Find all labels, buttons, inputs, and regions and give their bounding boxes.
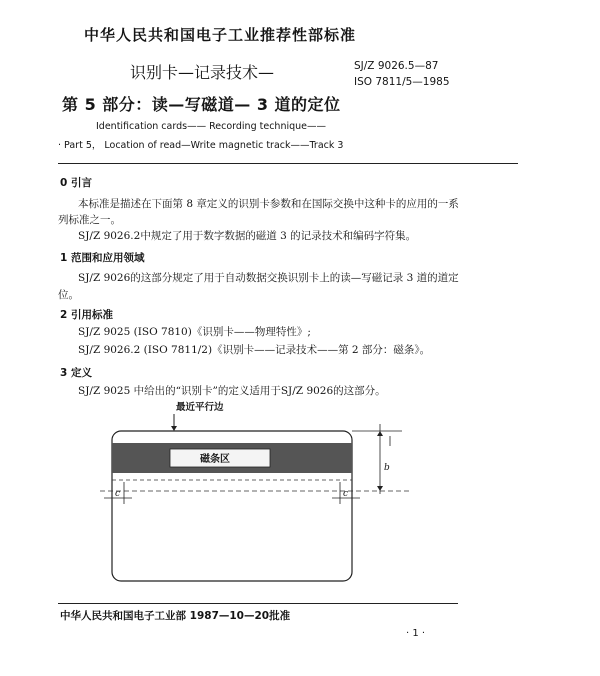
title-en-line2: · Part 5， Location of read—Write magnetic track——Track 3	[58, 140, 344, 151]
page-number: · 1 ·	[406, 628, 426, 639]
publisher-header: 中华人民共和国电子工业推荐性部标准	[84, 26, 357, 44]
reference-1: SJ/Z 9025 (ISO 7810)《识别卡——物理特性》;	[78, 326, 311, 338]
leader-arrow	[171, 426, 177, 431]
section-2-heading: 2 引用标准	[60, 309, 113, 321]
section-0-heading: 0 引言	[60, 177, 92, 189]
approval-line: 中华人民共和国电子工业部 1987—10—20批准	[60, 610, 291, 622]
title-en-line1: Identification cards—— Recording technique——	[96, 121, 326, 132]
reference-2: SJ/Z 9026.2 (ISO 7811/2)《识别卡——记录技术——第 2 部分：磁条》。	[78, 344, 431, 356]
header-divider	[58, 163, 518, 164]
dim-b-arrow-top	[377, 431, 383, 436]
section-0-para1-line2: 列标准之一。	[58, 214, 121, 226]
section-0-para1-line1: 本标准是描述在下面第 8 章定义的识别卡参数和在国际交换中这种卡的应用的一系	[78, 198, 459, 210]
title-cn-line2: 第 5 部分：读—写磁道— 3 道的定位	[62, 95, 341, 114]
title-cn-line1: 识别卡—记录技术—	[130, 63, 275, 82]
top-edge-label: 最近平行边	[176, 402, 224, 413]
stripe-area-label: 磁条区	[200, 454, 230, 465]
dim-b-label: b	[384, 463, 390, 473]
footer-divider	[58, 603, 458, 604]
card-diagram	[90, 396, 420, 588]
iso-code: ISO 7811/5—1985	[354, 76, 450, 88]
dim-c-left-label: c	[115, 489, 121, 499]
section-1-heading: 1 范围和应用领域	[60, 252, 145, 264]
section-1-para-line2: 位。	[58, 289, 79, 301]
dim-b-arrow-bottom	[377, 486, 383, 491]
section-1-para-line1: SJ/Z 9026的这部分规定了用于自动数据交换识别卡上的读—写磁记录 3 道的道定	[78, 272, 459, 284]
dim-c-right-label: c	[343, 489, 349, 499]
standard-code: SJ/Z 9026.5—87	[354, 60, 439, 72]
section-3-para: SJ/Z 9025 中给出的“识别卡”的定义适用于SJ/Z 9026的这部分。	[78, 385, 386, 397]
section-3-heading: 3 定义	[60, 367, 92, 379]
section-0-para2: SJ/Z 9026.2中规定了用于数字数据的磁道 3 的记录技术和编码字符集。	[78, 230, 417, 242]
